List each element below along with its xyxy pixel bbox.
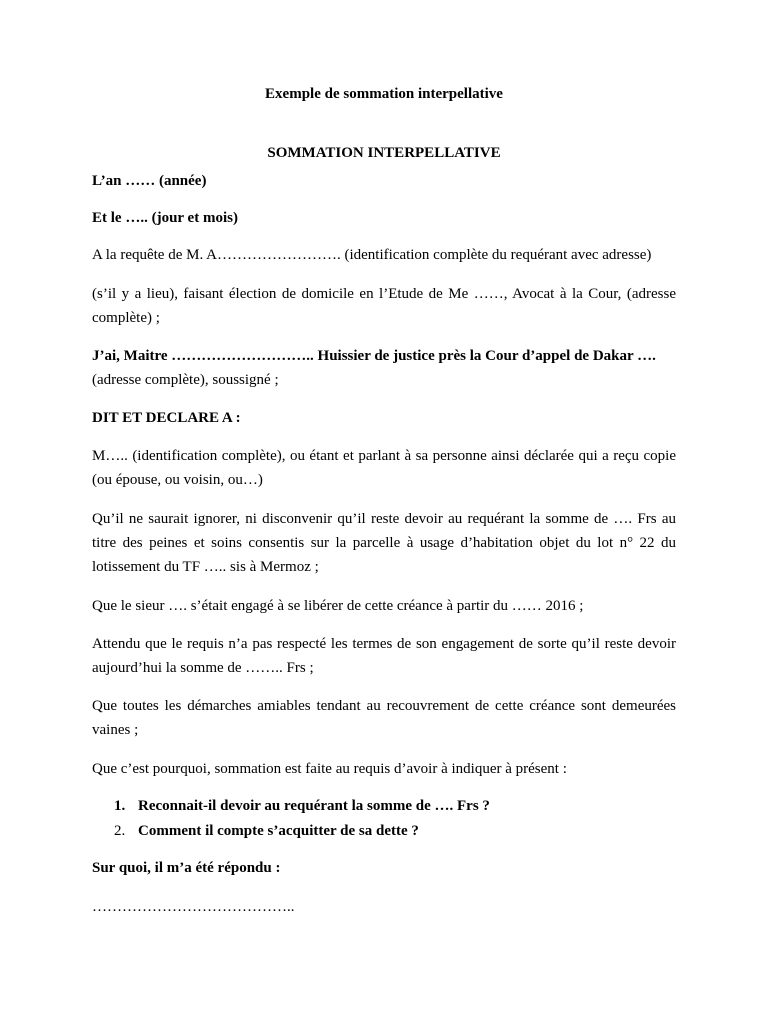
question-number: 2. [114, 823, 126, 839]
dit-declare-heading: DIT ET DECLARE A : [92, 410, 241, 426]
huissier-paragraph [92, 344, 676, 392]
pourquoi-paragraph: Que c’est pourquoi, sommation est faite au requis d’avoir à indiquer à présent : [92, 761, 567, 777]
huissier-address-text: (adresse complète), soussigné ; [92, 372, 279, 388]
attendu-paragraph: Attendu que le requis n’a pas respecté les termes de son engagement de sorte qu’il reste devoir aujourd’hui la somme de …….. Frs ; [92, 636, 676, 676]
election-paragraph: (s’il y a lieu), faisant élection de domicile en l’Etude de Me ……, Avocat à la Cour, (adresse complète) ; [92, 286, 676, 326]
year-line: L’an …… (année) [92, 173, 207, 189]
question-text: Comment il compte s’acquitter de sa dette ? [138, 823, 419, 839]
claim-paragraph: Qu’il ne saurait ignorer, ni disconvenir qu’il reste devoir au requérant la somme de …. Frs au titre des peines et soins consentis sur la parcelle à usage d’habitation objet du lot n° 22 du lotissement du TF ….. sis à Mermoz ; [92, 511, 676, 575]
answer-dots: ………………………………….. [92, 899, 295, 915]
question-text: Reconnait-il devoir au requérant la somme de …. Frs ? [138, 798, 490, 814]
document-heading: SOMMATION INTERPELLATIVE [267, 145, 501, 161]
example-title: Exemple de sommation interpellative [265, 86, 503, 102]
addressee-paragraph: M….. (identification complète), ou étant et parlant à sa personne ainsi déclarée qui a reçu copie (ou épouse, ou voisin, ou…) [92, 448, 676, 488]
request-paragraph: A la requête de M. A……………………. (identification complète du requérant avec adresse) [92, 247, 652, 263]
engagement-paragraph: Que le sieur …. s’était engagé à se libérer de cette créance à partir du …… 2016 ; [92, 598, 584, 614]
question-number: 1. [114, 798, 126, 814]
demarches-paragraph: Que toutes les démarches amiables tendant au recouvrement de cette créance sont demeurées vaines ; [92, 698, 676, 738]
huissier-bold-text: J’ai, Maitre ……………………….. Huissier de justice près la Cour d’appel de Dakar …. [92, 348, 656, 364]
answer-label: Sur quoi, il m’a été répondu : [92, 860, 281, 876]
day-line: Et le ….. (jour et mois) [92, 210, 238, 226]
